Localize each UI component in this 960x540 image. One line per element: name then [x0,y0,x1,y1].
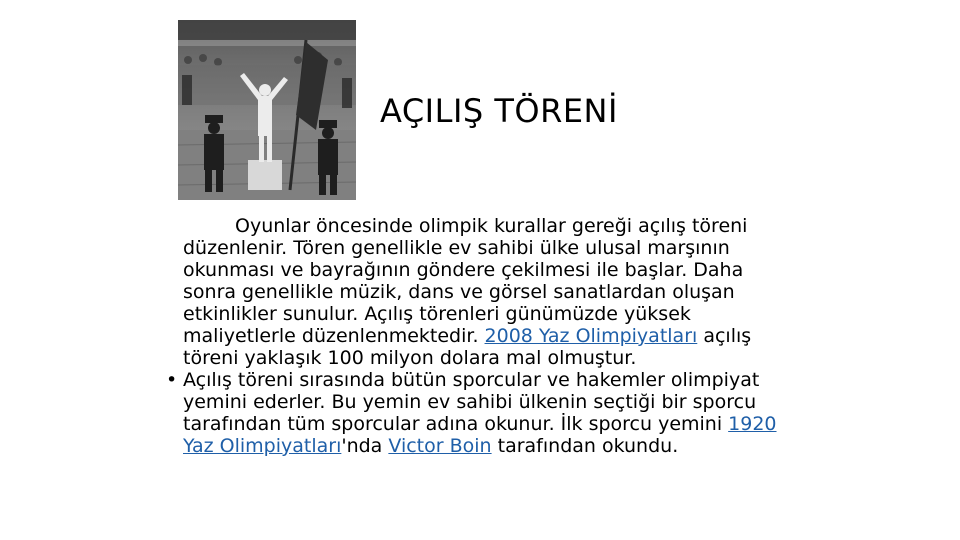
slide-title: AÇILIŞ TÖRENİ [380,92,618,130]
paragraph-ceremony-intro [160,215,800,369]
paragraph1-text-b: açılış töreni yaklaşık 100 milyon dolara mal olmuştur. [183,325,752,369]
paragraph2-text-c: tarafından okundu. [491,435,679,457]
paragraph2-text-a: Açılış töreni sırasında bütün sporcular ve hakemler olimpiyat yemini ederler. Bu yemin ev sahibi ülkenin seçtiği bir sporcu tarafından tüm sporcular adına okunur. İlk sporcu yemini [183,369,760,435]
link-victor-boin[interactable]: Victor Boin [388,435,492,457]
link-1920-olympics[interactable]: 1920 Yaz Olimpiyatları [183,413,777,457]
photo-illustration [178,20,356,200]
bullet-icon: • [166,369,178,391]
link-2008-olympics[interactable]: 2008 Yaz Olimpiyatları [484,325,698,347]
ceremony-photo [178,20,356,200]
slide-body [160,215,800,457]
paragraph2-text-b: 'nda [341,435,389,457]
paragraph-olympic-oath [160,369,800,457]
paragraph1-text-a: Oyunlar öncesinde olimpik kurallar gereği açılış töreni düzenlenir. Tören genellikle ev sahibi ülke ulusal marşının okunması ve bayrağının göndere çekilmesi ile başlar. Daha sonra genellikle müzik, dans ve görsel sanatlardan oluşan etkinlikler sunulur. Açılış törenleri günümüzde yüksek maliyetlerle düzenlenmektedir. [183,215,748,347]
